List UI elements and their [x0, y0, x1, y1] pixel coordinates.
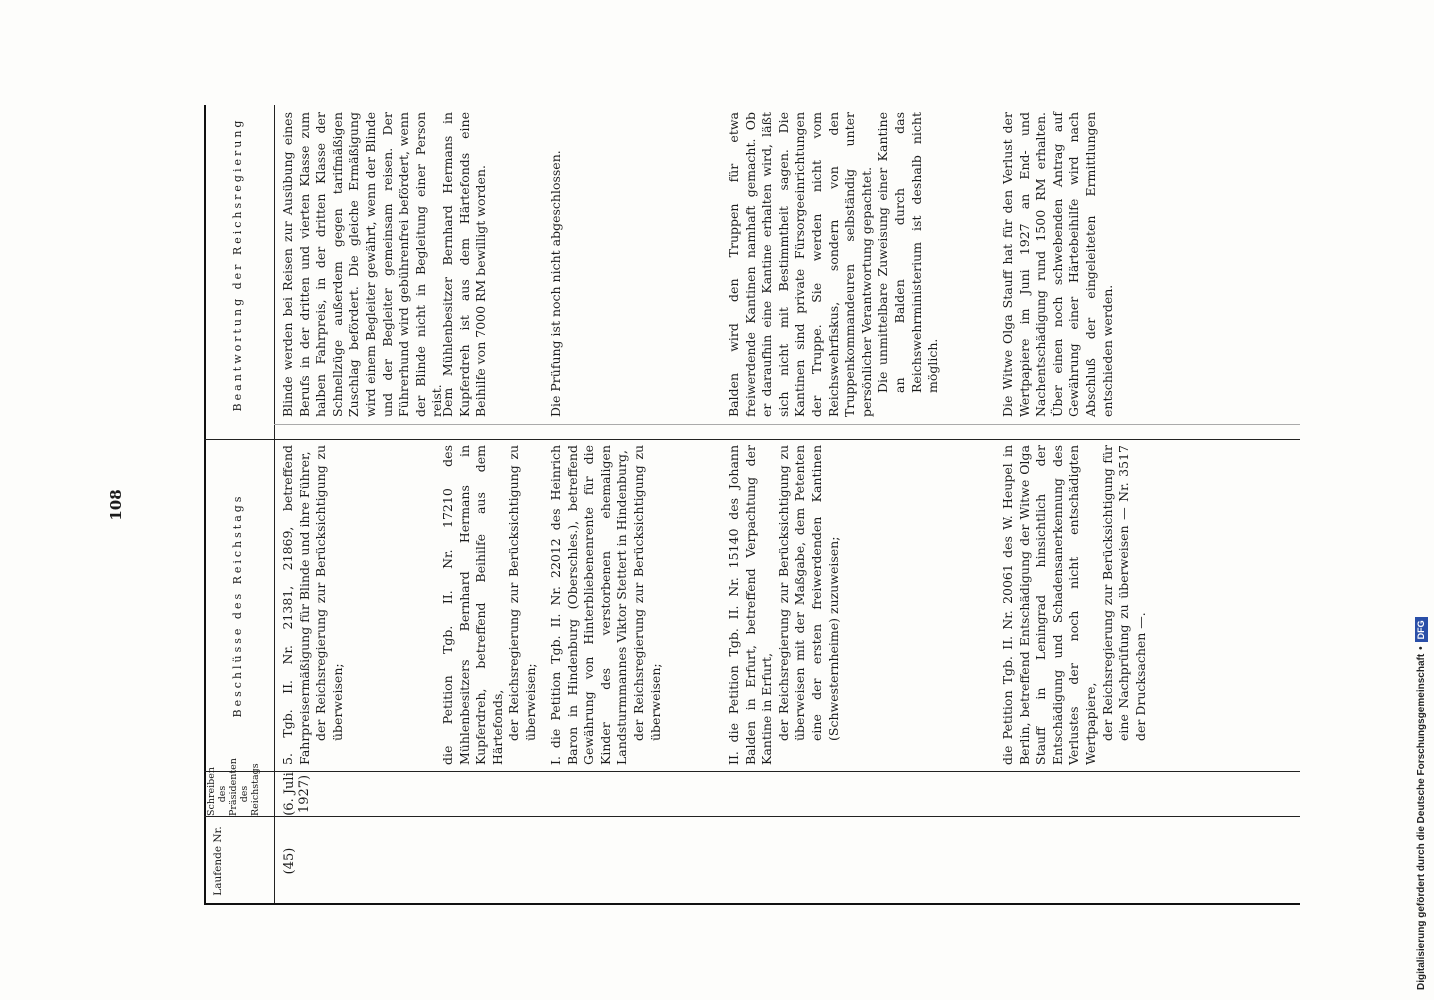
beschluss-indent: der Reichsregierung zur Berücksichtigung für eine Nachprüfung zu überweisen — Nr. 3517 der Drucksachen —. — [1099, 445, 1148, 741]
credit-text: Digitalisierung gefördert durch die Deutsche Forschungsgemeinschaft — [1416, 653, 1427, 990]
rotated-table-page — [100, 105, 1300, 905]
digitization-credit — [1415, 0, 1428, 990]
beschluss-entry-4 — [726, 445, 842, 765]
header-bottom-rule — [274, 105, 275, 905]
beschluss-indent: der Reichsregierung zur Berücksichtigung zu überweisen; — [313, 445, 345, 741]
header-beantwortung: Beantwortung der Reichsregierung — [231, 117, 244, 412]
row-date: (6. Juli 1927) — [282, 772, 312, 816]
dfg-logo: DFG — [1415, 617, 1428, 642]
antwort-entry-2: Dem Mühlenbesitzer Bernhard Hermans in Kupferdreh ist aus dem Härtefonds eine Beihilfe von 7000 RM bewilligt worden. — [440, 112, 489, 417]
beschluss-text: die Petition Tgb. II. Nr. 20061 des W. Heupel in Berlin, betreffend Entschädigung der Witwe Olga Stauff in Leningrad hinsichtlich der Entschädigung und Schadensanerkennung des Verlustes der noch nicht entschädigten Wertpapiere, — [1000, 445, 1098, 765]
beschluss-entry-2 — [440, 445, 540, 765]
antwort-entry-1: Blinde werden bei Reisen zur Ausübung eines Berufs in der dritten und vierten Klasse zum halben Fahrpreis, in der dritten Klasse der Schnellzüge außerdem gegen tarifmäßigen Zuschlag befördert. Die gleiche Ermäßigung wird einem Begleiter gewährt, wenn der Blinde und der Begleiter gemeinsam reisen. Der Führerhund wird gebührenfrei befördert, wenn der Blinde nicht in Begleitung einer Person reist. — [280, 112, 445, 417]
beschluss-text: 5. Tgb. II. Nr. 21381, 21869, betreffend Fahrpreisermäßigung für Blinde und ihre Führer, — [280, 445, 312, 765]
col-rule-3 — [204, 439, 1300, 440]
col-rule-1 — [204, 816, 1300, 817]
antwort-entry-4 — [726, 112, 942, 417]
antwort-indent: Die unmittelbare Zuweisung einer Kantine an Balden durch das Reichswehrministerium ist deshalb nicht möglich. — [875, 112, 941, 393]
header-beschluesse: Beschlüsse des Reichstags — [231, 493, 244, 718]
antwort-entry-5: Die Witwe Olga Stauff hat für den Verlust der Wertpapiere im Juni 1927 an End- und Nachentschädigung rund 1500 RM erhalten. Über einen noch schwebenden Antrag auf Gewährung einer Härtebeihilfe wird nach Abschluß der eingeleiteten Ermittlungen entschieden werden. — [1000, 112, 1115, 417]
beschluss-entry-5 — [1000, 445, 1149, 765]
col-rule-2 — [204, 771, 1300, 772]
antwort-text: Balden wird den Truppen für etwa freiwerdende Kantinen namhaft gemacht. Ob er daraufhin eine Kantine erhalten wird, läßt sich nicht mit Bestimmtheit sagen. Die Kantinen sind private Fürsorgeeinrichtungen der Truppe. Sie werden nicht vom Reichswehrfiskus, sondern von den Truppenkommandeuren selbständig unter persönlicher Verantwortung gepachtet. — [726, 112, 874, 417]
beschluss-text: die Petition Tgb. II. Nr. 17210 des Mühlenbesitzers Bernhard Hermans in Kupferdreh, betreffend Beihilfe aus dem Härtefonds, — [440, 445, 505, 765]
beschluss-text: II. die Petition Tgb. II. Nr. 15140 des Johann Balden in Erfurt, betreffend Verpachtung der Kantine in Erfurt, — [726, 445, 775, 765]
row-number: (45) — [282, 847, 297, 875]
beschluss-entry-1 — [280, 445, 346, 765]
header-schreiben: Schreiben des Präsidenten des Reichstags — [206, 758, 261, 816]
page-number: 108 — [107, 489, 125, 521]
beschluss-entry-3 — [548, 445, 664, 765]
beschluss-indent: der Reichsregierung zur Berücksichtigung zu überweisen; — [506, 445, 538, 741]
antwort-entry-3: Die Prüfung ist noch nicht abgeschlossen. — [548, 150, 563, 417]
credit-separator: • — [1416, 646, 1427, 650]
col-rule-faint — [274, 424, 1300, 425]
beschluss-indent: der Reichsregierung zur Berücksichtigung zu überweisen; — [630, 445, 663, 741]
table-left-rule — [204, 903, 1300, 905]
header-laufende-nr: Laufende Nr. — [212, 826, 224, 896]
beschluss-indent: der Reichsregierung zur Berücksichtigung zu überweisen mit der Maßgabe, dem Petenten eine der ersten freiwerdenden Kantinen (Schwesternheime) zuzuweisen; — [775, 445, 841, 741]
beschluss-text: I. die Petition Tgb. II. Nr. 22012 des Heinrich Baron in Hindenburg (Oberschles.), betreffend Gewährung von Hinterbliebenenrente für die Kinder des verstorbenen ehemaligen Landsturmmannes Viktor Stettert in Hindenburg, — [548, 445, 630, 765]
